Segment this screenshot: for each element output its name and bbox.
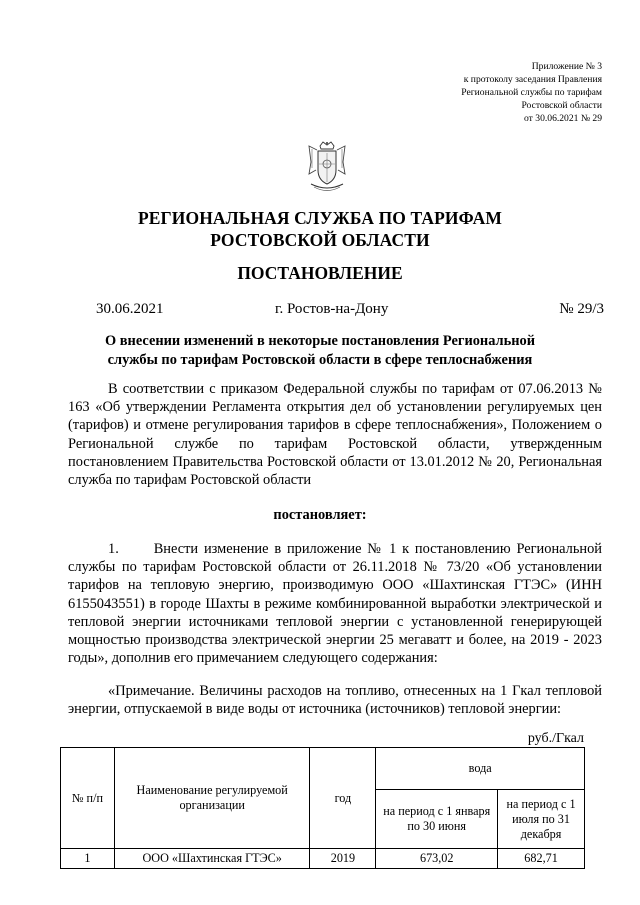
decree-word: постановляет: [273, 507, 367, 523]
header-water: вода [376, 748, 585, 790]
document-type: ПОСТАНОВЛЕНИЕ [237, 263, 403, 283]
approval-line: от 30.06.2021 № 29 [524, 113, 602, 124]
cell-value-1: 673,02 [376, 849, 498, 869]
document-date: 30.06.2021 [96, 301, 164, 317]
document-subject: О внесении изменений в некоторые постановления Региональной службы по тарифам Ростовской области в сфере теплоснабжения [104, 333, 536, 368]
organization-line-1: РЕГИОНАЛЬНАЯ СЛУЖБА ПО ТАРИФАМ [137, 208, 502, 228]
item-1-paragraph: 1. Внести изменение в приложение № 1 к постановлению Региональной службы по тарифам Ростовской области от 26.11.2018 № 73/20 «Об установлении тарифов на тепловую энергию, производимую ООО «Шахтинская ГТЭС» (ИНН 6155043551) в городе Шахты в режиме комбинированной выработки электрической и тепловой энергии источниками тепловой энергии с установленной генерирующей мощностью производства электрической энергии 25 мегаватт и более, на 2019 - 2023 годы», дополнив его примечанием следующего содержания: [68, 541, 602, 667]
preamble-paragraph: В соответствии с приказом Федеральной службы по тарифам от 07.06.2013 № 163 «Об утверждении Регламента открытия дел об установлении регулируемых цен (тарифов) и отмене регулирования тарифов в сфере теплоснабжения», Положением о Региональной службе по тарифам Ростовской области, утвержденным постановлением Правительства Ростовской области от 13.01.2012 № 20, Региональная служба по тарифам Ростовской области [68, 381, 602, 489]
header-org: Наименование регулируемой организации [114, 748, 310, 849]
cell-org: ООО «Шахтинская ГТЭС» [114, 849, 310, 869]
header-num: № п/п [61, 748, 115, 849]
approval-line: Ростовской области [521, 100, 602, 111]
cell-value-2: 682,71 [498, 849, 585, 869]
header-period-1: на период с 1 января по 30 июня [376, 790, 498, 849]
approval-block [461, 60, 602, 125]
approval-line: к протоколу заседания Правления [463, 74, 602, 85]
organization-line-2: РОСТОВСКОЙ ОБЛАСТИ [210, 230, 430, 250]
approval-line: Приложение № 3 [531, 61, 602, 72]
header-year: год [310, 748, 376, 849]
date-line [96, 301, 604, 321]
approval-line: Региональной службы по тарифам [461, 87, 602, 98]
coat-of-arms-icon [305, 140, 349, 194]
tariff-table [60, 747, 585, 869]
organization-name [0, 207, 640, 251]
cell-year: 2019 [310, 849, 376, 869]
table-row [61, 849, 585, 869]
document-number: № 29/3 [559, 301, 604, 317]
note-paragraph: «Примечание. Величины расходов на топливо, отнесенных на 1 Гкал тепловой энергии, отпускаемой в виде воды от источника (источников) тепловой энергии: [68, 683, 602, 718]
unit-label: руб./Гкал [527, 731, 584, 746]
header-period-2: на период с 1 июля по 31 декабря [498, 790, 585, 849]
document-city: г. Ростов-на-Дону [275, 301, 389, 317]
cell-num: 1 [61, 849, 115, 869]
table-header-row [61, 748, 585, 790]
